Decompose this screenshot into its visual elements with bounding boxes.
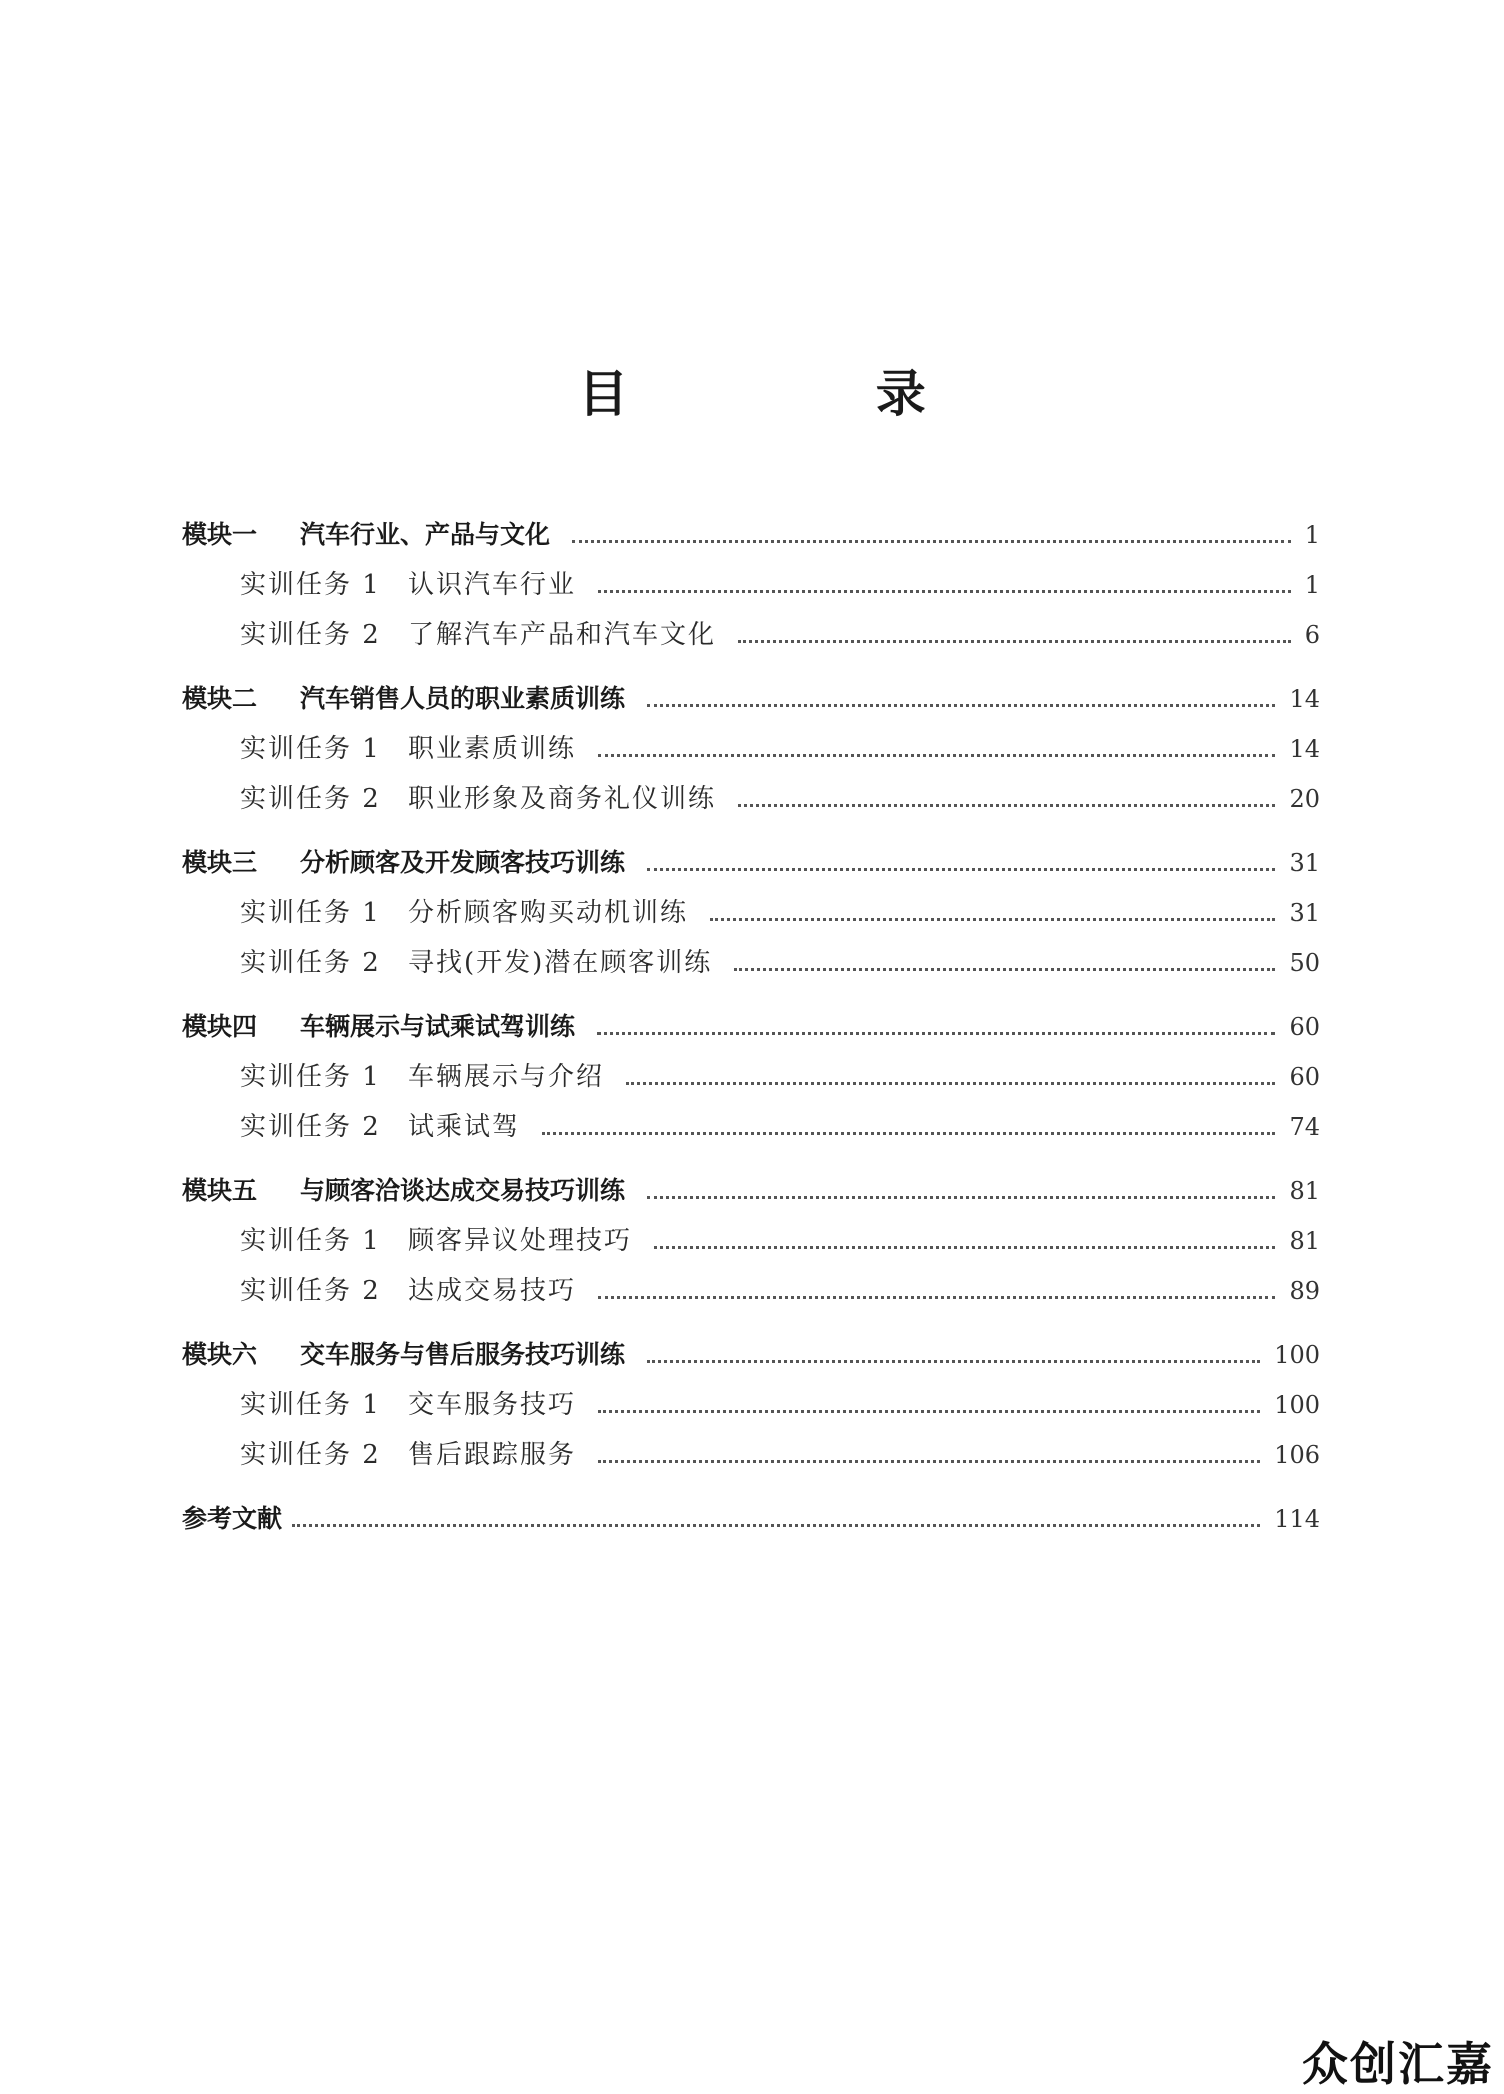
task-title: 顾客异议处理技巧 [408,1226,633,1256]
dot-leader [738,804,1275,807]
toc-module-6[interactable] [182,1330,1320,1380]
toc-task-1-1[interactable] [182,560,1320,610]
task-title: 售后跟踪服务 [408,1440,577,1470]
dot-leader [598,1460,1260,1463]
references-title: 参考文献 [182,1504,283,1533]
task-label: 实训任务 1 [240,898,381,928]
task-title: 车辆展示与介绍 [408,1062,605,1092]
task-title: 职业形象及商务礼仪训练 [408,784,717,814]
toc-task-4-1[interactable] [182,1052,1320,1102]
dot-leader [598,1410,1260,1413]
toc-task-6-1[interactable] [182,1380,1320,1430]
dot-leader [647,1360,1260,1363]
page-number: 31 [1289,849,1320,877]
toc-task-2-2[interactable] [182,774,1320,824]
toc-task-2-1[interactable] [182,724,1320,774]
module-label: 模块五 [182,1176,258,1205]
toc-task-1-2[interactable] [182,610,1320,660]
task-label: 实训任务 2 [240,1440,381,1470]
toc-module-2[interactable] [182,674,1320,724]
toc-module-1[interactable] [182,510,1320,560]
dot-leader [572,540,1291,543]
module-title: 汽车销售人员的职业素质训练 [300,684,626,713]
toc-task-5-1[interactable] [182,1216,1320,1266]
module-title: 车辆展示与试乘试驾训练 [300,1012,576,1041]
toc-task-4-2[interactable] [182,1102,1320,1152]
page-number: 74 [1289,1113,1320,1141]
page-number: 6 [1304,621,1320,649]
toc-task-5-2[interactable] [182,1266,1320,1316]
task-label: 实训任务 2 [240,948,381,978]
task-label: 实训任务 2 [240,1112,381,1142]
dot-leader [598,590,1291,593]
page-number: 60 [1289,1063,1320,1091]
task-label: 实训任务 2 [240,1276,381,1306]
task-title: 达成交易技巧 [408,1276,577,1306]
toc-references[interactable] [182,1494,1320,1544]
page-number: 89 [1289,1277,1320,1305]
table-of-contents [182,510,1320,1544]
page-number: 50 [1289,949,1320,977]
module-title: 汽车行业、产品与文化 [300,520,551,549]
page-number: 20 [1289,785,1320,813]
page-number: 1 [1304,571,1320,599]
task-title: 寻找(开发)潜在顾客训练 [408,948,713,978]
module-title: 与顾客洽谈达成交易技巧训练 [300,1176,626,1205]
watermark-logo: 众创汇嘉 [1302,2037,1494,2091]
toc-task-3-1[interactable] [182,888,1320,938]
toc-task-6-2[interactable] [182,1430,1320,1480]
dot-leader [626,1082,1275,1085]
toc-module-5[interactable] [182,1166,1320,1216]
toc-module-4[interactable] [182,1002,1320,1052]
module-label: 模块一 [182,520,258,549]
page-number: 14 [1289,735,1320,763]
dot-leader [654,1246,1275,1249]
dot-leader [292,1524,1260,1527]
page-number: 81 [1289,1227,1320,1255]
page-number: 31 [1289,899,1320,927]
task-label: 实训任务 1 [240,570,381,600]
task-title: 分析顾客购买动机训练 [408,898,689,928]
page-title: 目 录 [578,364,1041,423]
task-title: 交车服务技巧 [408,1390,577,1420]
page-number: 100 [1274,1391,1320,1419]
module-label: 模块三 [182,848,258,877]
task-label: 实训任务 1 [240,1062,381,1092]
task-label: 实训任务 2 [240,620,381,650]
dot-leader [710,918,1275,921]
module-label: 模块四 [182,1012,258,1041]
page-number: 81 [1289,1177,1320,1205]
page-number: 60 [1289,1013,1320,1041]
dot-leader [647,704,1275,707]
dot-leader [647,868,1275,871]
task-title: 认识汽车行业 [408,570,577,600]
task-title: 了解汽车产品和汽车文化 [408,620,717,650]
task-label: 实训任务 2 [240,784,381,814]
page-number: 1 [1304,521,1320,549]
task-label: 实训任务 1 [240,1226,381,1256]
module-title: 交车服务与售后服务技巧训练 [300,1340,626,1369]
task-label: 实训任务 1 [240,734,381,764]
module-title: 分析顾客及开发顾客技巧训练 [300,848,626,877]
page-number: 114 [1274,1505,1320,1533]
page-number: 14 [1289,685,1320,713]
dot-leader [597,1032,1275,1035]
dot-leader [738,640,1291,643]
task-label: 实训任务 1 [240,1390,381,1420]
module-label: 模块六 [182,1340,258,1369]
page-number: 100 [1274,1341,1320,1369]
task-title: 试乘试驾 [408,1112,521,1142]
toc-task-3-2[interactable] [182,938,1320,988]
dot-leader [598,754,1275,757]
module-label: 模块二 [182,684,258,713]
dot-leader [542,1132,1275,1135]
dot-leader [734,968,1275,971]
dot-leader [598,1296,1275,1299]
page-number: 106 [1274,1441,1320,1469]
toc-module-3[interactable] [182,838,1320,888]
task-title: 职业素质训练 [408,734,577,764]
dot-leader [647,1196,1275,1199]
